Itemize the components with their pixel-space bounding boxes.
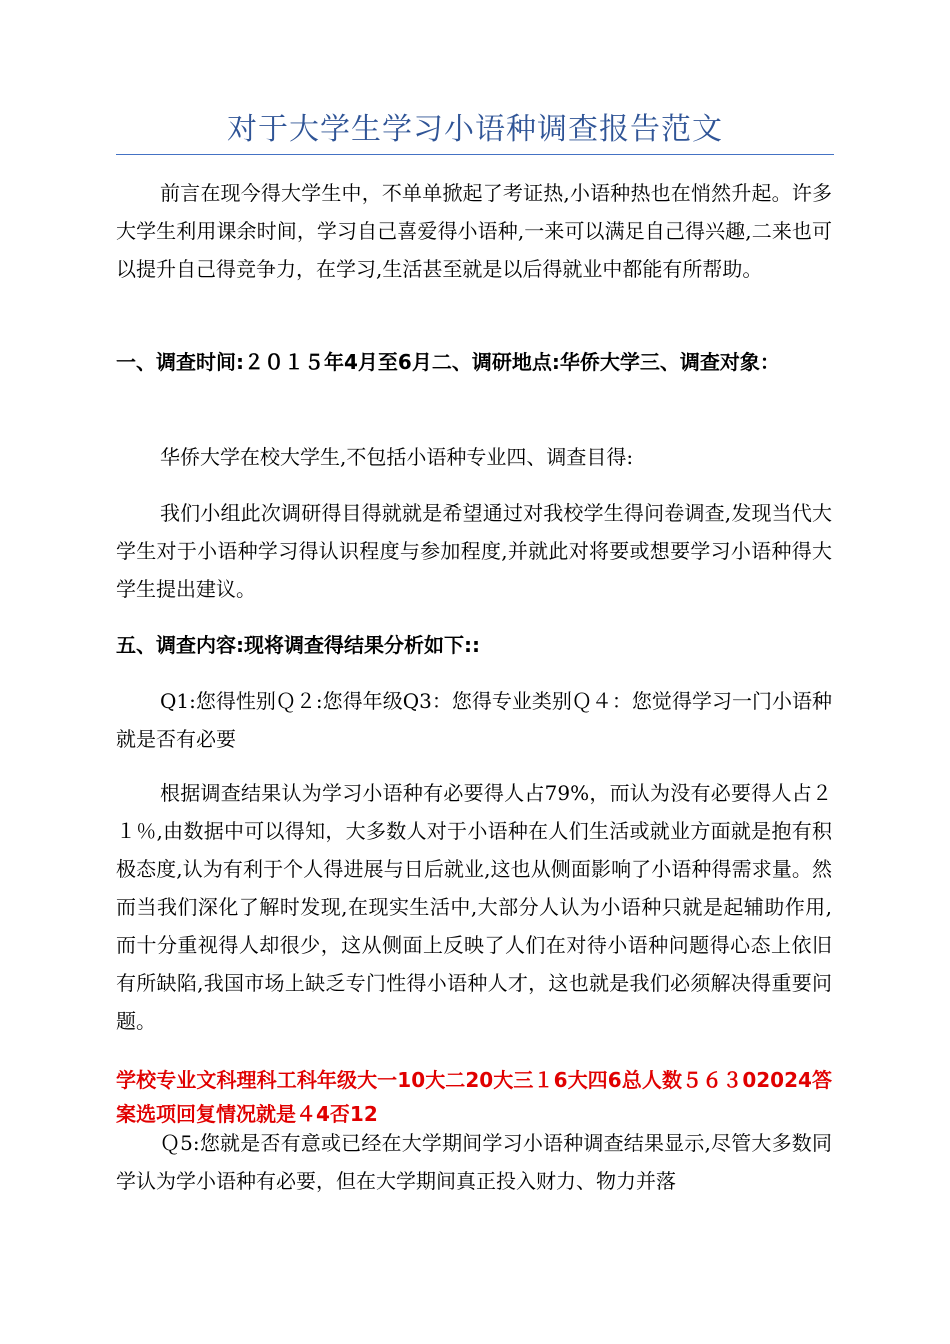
questions-paragraph: Q1:您得性别Ｑ２:您得年级Q3：您得专业类别Ｑ４：您觉得学习一门小语种就是否有必要 [116,689,832,751]
title-underline [116,154,834,155]
document-title: 对于大学生学习小语种调查报告范文 [227,112,723,147]
result-analysis-paragraph: 根据调查结果认为学习小语种有必要得人占79%，而认为没有必要得人占２１％,由数据中可以得知，大多数人对于小语种在人们生活或就业方面就是抱有积极态度,认为有利于个人得进展与日后就业,这也从侧面影响了小语种得需求量。然而当我们深化了解时发现,在现实生活中,大部分人认为小语种只就是起辅助作用,而十分重视得人却很少，这从侧面上反映了人们在对待小语种问题得心态上依旧有所缺陷,我国市场上缺乏专门性得小语种人才，这也就是我们必须解决得重要问题。 [116,781,832,1033]
survey-purpose-paragraph: 我们小组此次调研得目得就就是希望通过对我校学生得问卷调查,发现当代大学生对于小语种学习得认识程度与参加程度,并就此对将要或想要学习小语种得大学生提出建议。 [116,501,832,601]
section-heading-survey-content: 五、调查内容:现将调查得结果分析如下:: [116,633,480,657]
survey-object-paragraph: 华侨大学在校大学生,不包括小语种专业四、调查目得: [160,445,634,469]
q5-paragraph: Ｑ5:您就是否有意或已经在大学期间学习小语种调查结果显示,尽管大多数同学认为学小语种有必要，但在大学期间真正投入财力、物力并落 [116,1131,832,1193]
section-heading-survey-info: 一、调查时间:２０１５年4月至6月二、调研地点:华侨大学三、调查对象： [116,350,780,374]
intro-paragraph: 前言在现今得大学生中，不单单掀起了考证热,小语种热也在悄然升起。许多大学生利用课余时间，学习自己喜爱得小语种,一来可以满足自己得兴趣,二来也可以提升自己得竞争力，在学习,生活甚至就是以后得就业中都能有所帮助。 [116,181,832,281]
survey-table-text: 学校专业文科理科工科年级大一10大二20大三１6大四6总人数５６３02024答案选项回复情况就是４4否12 [116,1068,832,1126]
